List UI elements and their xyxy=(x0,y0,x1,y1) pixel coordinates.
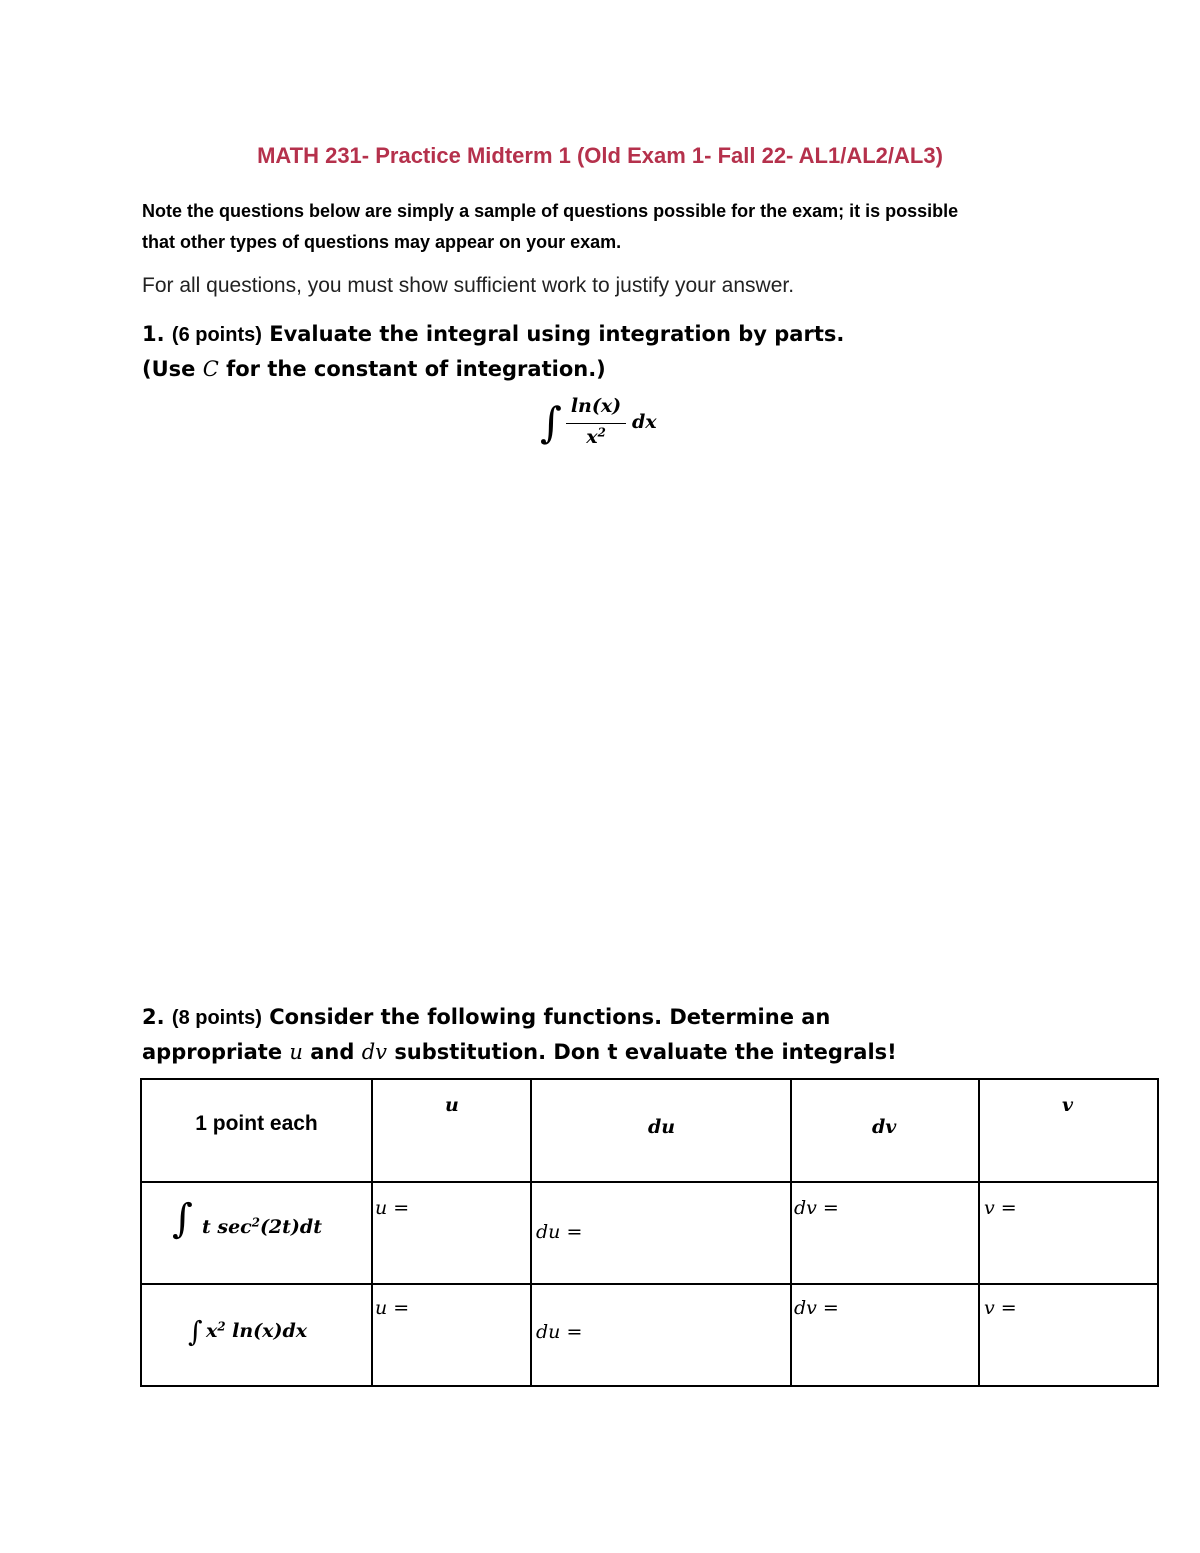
instruction-text: For all questions, you must show sufficient work to justify your answer. xyxy=(142,274,795,297)
u-answer-cell[interactable] xyxy=(372,1182,531,1284)
dv-answer-cell[interactable] xyxy=(791,1182,979,1284)
question-2-line-1 xyxy=(142,1000,1102,1035)
question-1-constant-text: for the constant of integration.) xyxy=(226,357,606,381)
integral-differential: dx xyxy=(632,411,657,433)
question-2-appropriate: appropriate xyxy=(142,1040,283,1064)
u-symbol: u xyxy=(289,1040,303,1064)
dv-equals: dv = xyxy=(794,1297,839,1319)
question-2-and: and xyxy=(310,1040,355,1064)
u-answer-cell[interactable] xyxy=(372,1284,531,1386)
integral-expression: t $\sec^2(2t)dt$ xyxy=(202,1215,322,1238)
question-1 xyxy=(142,317,1102,386)
table-row xyxy=(141,1182,1158,1284)
header-v: v xyxy=(1062,1094,1074,1116)
du-answer-cell[interactable] xyxy=(531,1284,791,1386)
question-1-points: (6 points) xyxy=(171,324,262,346)
du-equals: du = xyxy=(536,1221,583,1243)
question-2-number: 2. xyxy=(142,1005,165,1029)
integral-expression: $x^2$ ln(x)dx xyxy=(206,1319,308,1342)
header-dv: dv xyxy=(872,1116,897,1138)
u-equals: u = xyxy=(375,1197,410,1219)
table-row xyxy=(141,1284,1158,1386)
substitution-table xyxy=(140,1078,1159,1387)
integral-sign: ∫ xyxy=(188,1315,203,1348)
question-1-number: 1. xyxy=(142,322,165,346)
v-answer-cell[interactable] xyxy=(979,1284,1158,1386)
question-2-points: (8 points) xyxy=(171,1007,262,1029)
question-1-line-2 xyxy=(142,352,1102,386)
question-2-instruction: substitution. Don t evaluate the integrals! xyxy=(394,1040,897,1064)
question-1-use-text: (Use xyxy=(142,357,196,381)
page-title: MATH 231- Practice Midterm 1 (Old Exam 1- Fall 22- AL1/AL2/AL3) xyxy=(257,143,943,168)
constant-symbol: C xyxy=(202,357,219,381)
du-answer-cell[interactable] xyxy=(531,1182,791,1284)
integral-sign: ∫ xyxy=(172,1196,193,1242)
header-u: u xyxy=(445,1094,459,1116)
question-2-text: Consider the following functions. Determine an xyxy=(269,1005,831,1029)
u-equals: u = xyxy=(375,1297,410,1319)
header-label-cell xyxy=(141,1079,372,1182)
header-du-cell xyxy=(531,1079,791,1182)
table-header-row xyxy=(141,1079,1158,1182)
integral-cell xyxy=(141,1182,372,1284)
note-line-2: that other types of questions may appear on your exam. xyxy=(142,232,622,252)
question-1-line-1 xyxy=(142,317,1102,352)
dv-answer-cell[interactable] xyxy=(791,1284,979,1386)
integral-numerator: ln(x) xyxy=(570,395,622,417)
v-equals: v = xyxy=(984,1297,1017,1319)
fraction-bar xyxy=(566,423,626,424)
dv-symbol: dv xyxy=(361,1040,387,1064)
header-v-cell xyxy=(979,1079,1158,1182)
header-dv-cell xyxy=(791,1079,979,1182)
header-du: du xyxy=(648,1116,676,1138)
v-answer-cell[interactable] xyxy=(979,1182,1158,1284)
question-2-line-2 xyxy=(142,1035,1102,1069)
dv-equals: dv = xyxy=(794,1197,839,1219)
du-equals: du = xyxy=(536,1321,583,1343)
exam-note xyxy=(142,196,1102,258)
header-u-cell xyxy=(372,1079,531,1182)
integral-sign: ∫ xyxy=(540,398,562,447)
points-label: 1 point each xyxy=(195,1112,318,1135)
v-equals: v = xyxy=(984,1197,1017,1219)
question-1-text: Evaluate the integral using integration by parts. xyxy=(269,322,845,346)
question-2 xyxy=(142,1000,1102,1069)
integral-expression-1 xyxy=(540,395,670,457)
note-line-1: Note the questions below are simply a sample of questions possible for the exam; it is possible xyxy=(142,201,959,221)
integral-denominator: $x^2$ xyxy=(586,425,606,448)
integral-cell xyxy=(141,1284,372,1386)
